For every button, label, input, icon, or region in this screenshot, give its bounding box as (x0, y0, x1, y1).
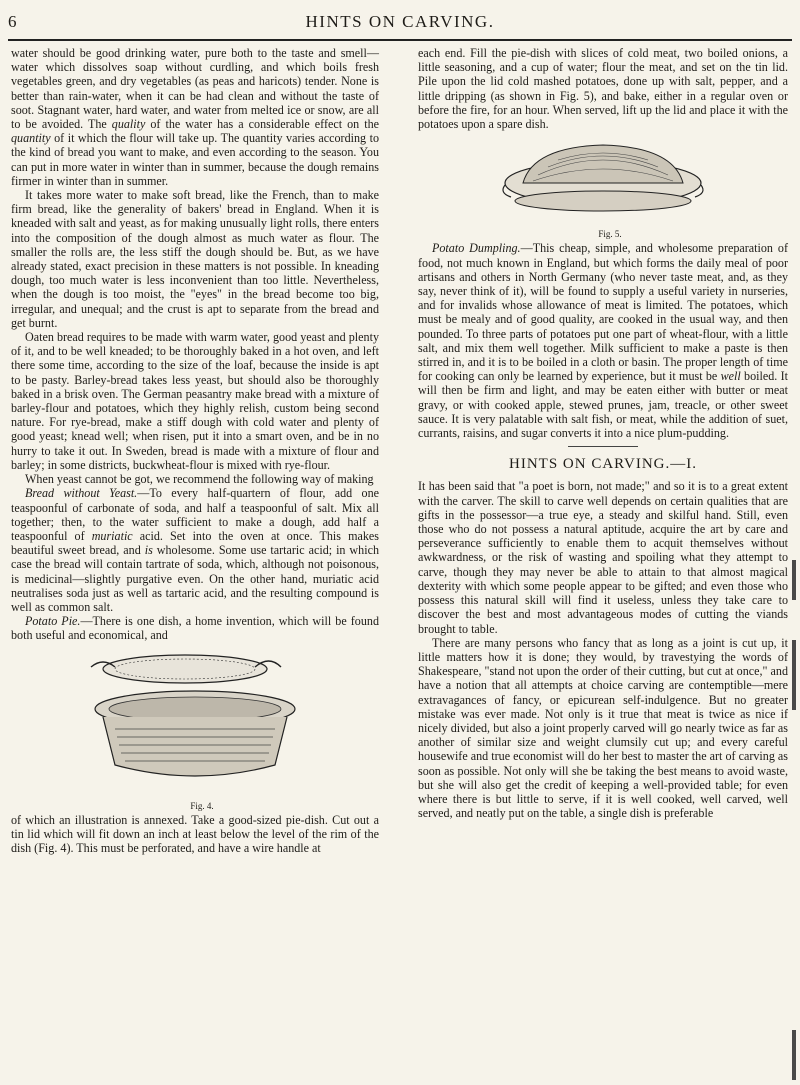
section-divider (568, 446, 638, 447)
section-title: HINTS ON CARVING.—I. (509, 456, 697, 473)
figure-4-caption: Fig. 4. (190, 800, 214, 811)
paragraph: each end. Fill the pie-dish with slices of cold meat, two boiled onions, a little seasoning, and a cup of water; flour the meat, and set on the tin lid. Pile upon the lid cold mashed potatoes, done up with salt, pepper, and a little dripping (as shown in Fig. 5), and bake, either in a regular oven or before the fire, for an hour. When served, lift up the lid and place it with the potatoes upon a spare dish. (418, 46, 788, 132)
figure-4-pie-dish (11, 647, 379, 797)
paragraph: It takes more water to make soft bread, like the French, than to make firm bread, like the generality of bakers' bread in England. When it is kneaded with salt and yeast, as for making unusually light rolls, there enters into the composition of the dough almost as much water as flour. The smaller the rolls are, the less stiff the dough should be. But, as we have already stated, exact precision in these matters is not possible. In kneading dough, too much water is less inconvenient than too little. Nevertheless, when the dough is too moist, the "eyes" in the bread become too big, irregular, and unequal; and the crust is apt to separate from the bread and get burnt. (11, 188, 379, 330)
paragraph: Oaten bread requires to be made with warm water, good yeast and plenty of it, and to be well kneaded; to be thoroughly baked in a hot oven, and left there some time, according to the size of the loaf, because the inside is apt to be pasty. Barley-bread takes less yeast, but should also be thoroughly baked in a brisk oven. The German peasantry make bread with a mixture of barley-flour and potatoes, which they highly relish, custom being second nature. For rye-bread, make a stiff dough with cold water and plenty of good yeast; knead well; when risen, put it into a smart oven, and be in no hurry to take it out. In Sweden, bread is made with a mixture of flour and barley; in some districts, buckwheat-flour is mixed with rye-flour. (11, 330, 379, 472)
page-edge-mark (792, 1030, 796, 1080)
paragraph: There are many persons who fancy that as long as a joint is cut up, it little matters how it is done; they would, by travestying the words of Shakespeare, "stand not upon the order of their cutting, but cut at once," and have a notion that all attempts at choice carving are contemptible—mere extravagances of fancy, or epicurean self-indulgence. But no greater mistake was ever made. Not only is it true that meat is twice as nice if nicely divided, but also a joint properly carved will go nearly twice as far as another of similar size and weight clumsily cut up; and every careful housewife and true economist will do her best to master the art of carving as soon as possible. Not only will she be taking the best means to avoid waste, but she will also get the credit of keeping a well-provided table; for even where there is but little to serve, if it is well cooked, well carved, well served, and neatly put on the table, a single dish is preferable (418, 635, 788, 821)
running-title: HINTS ON CARVING. (305, 12, 495, 31)
paragraph-bread-without-yeast: Bread without Yeast.—To every half-quartern of flour, add one teaspoonful of carbonate of soda, and half a teaspoonful of salt. Mix all together; then, to the water sufficient to make a dough, add half a teaspoonful of muriatic acid. Set into the oven at once. This makes beautiful sweet bread, and is wholesome. Some use tartaric acid; in which case the bread will contain tartrate of soda, which, although not poisonous, is medicinal—slightly purgative even. On the other hand, muriatic acid neutralises soda just as well as tartaric acid, and the resulting compound is well as common salt. (11, 486, 379, 614)
paragraph: When yeast cannot be got, we recommend the following way of making (25, 472, 374, 487)
paragraph: water should be good drinking water, pure both to the taste and smell—water which dissolves soap without curdling, and which boils fresh vegetables green, and dry vegetables (as peas and haricots) tender. None is better than rain-water, when it can be had clean and without the taste of soot. Stagnant water, hard water, and water from melted ice or snow, are all to be avoided. The quality of the water has a considerable effect on the quantity of it which the flour will take up. The quantity varies according to the kind of bread you want to make, and even according to the season. You can put in more water in winter than in summer, because the dough remains firmer in winter than in summer. (11, 46, 379, 188)
figure-5-potato-pie (418, 135, 788, 225)
page-number: 6 (8, 12, 17, 31)
page-header (0, 0, 800, 44)
paragraph: It has been said that "a poet is born, not made;" and so it is to a great extent with the carver. The skill to carve well depends on certain qualities that are gifts in the possessor—a true eye, a steady and skilful hand. Still, even those who do not possess a natural aptitude, acquire the art by care and perseverance sufficiently to enable them to acquit themselves without awkwardness, or the risk of wasting and spoiling what they attempt to carve, though they may never be able to attain to that almost magical dexterity with which some people appear to be gifted; and even those who possess this natural skill will find it useless, unless they take care to discover the best and most advantageous modes of cutting the viands brought to table. (418, 479, 788, 636)
right-column (418, 46, 788, 820)
paragraph-potato-pie: Potato Pie.—There is one dish, a home invention, which will be found both useful and economical, and (11, 614, 379, 643)
pie-dish-illustration (75, 647, 315, 797)
paragraph: of which an illustration is annexed. Take a good-sized pie-dish. Cut out a tin lid which will fit down an inch at least below the level of the rim of the dish (Fig. 4). This must be perforated, and have a wire handle at (11, 812, 379, 856)
figure-5-caption: Fig. 5. (598, 229, 622, 240)
paragraph-potato-dumpling: Potato Dumpling.—This cheap, simple, and wholesome preparation of food, not much known in England, but which forms the daily meal of poor artisans and others in North Germany (who never taste meat, and, as they say, never think of it), will be found to supply a useful variety in nurseries, and for invalids whose allowance of meat is limited. The potatoes, which must be mealy and of good quality, are cooked in the usual way, and then pounded. To three parts of potatoes put one part of wheat-flour, with a little salt, and mix them well together. Milk sufficient to make a paste is then stirred in, and it is to be boiled in a cloth or basin. The proper length of time for cooking can only be learned by experience, but it must be well boiled. It will then be firm and light, and may be eaten either with butter or meat gravy, or with cooked apple, stewed prunes, jam, treacle, or other sweet sauce. It is very palatable with salt fish, or meat, while the addition of suet, currants, raisins, and sugar converts it into a nice plum-pudding. (418, 241, 788, 441)
potato-pie-illustration (493, 135, 713, 225)
header-rule (8, 39, 792, 41)
left-column (11, 46, 379, 855)
page-edge-mark (792, 640, 796, 710)
page-edge-mark (792, 560, 796, 600)
